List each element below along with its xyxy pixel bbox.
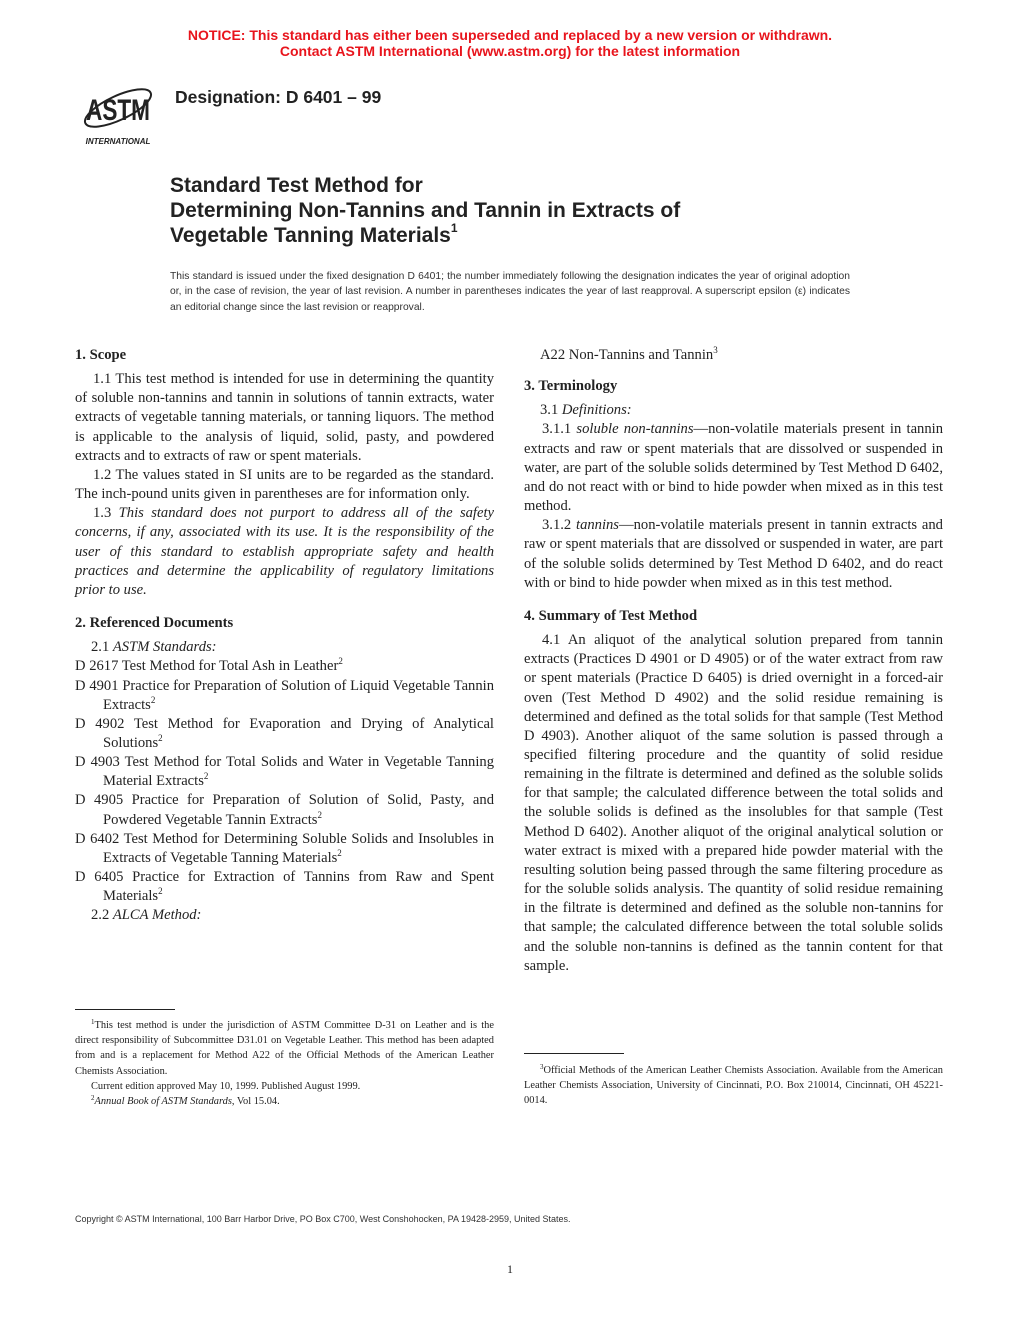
- definition-text: —non-volatile materials present in tannin extracts and raw or spent materials that are dissolved or suspended in water, are part of the soluble solids determined by Test Method D 6402, and do not react with or bind to hide powder when mixed as in this test method.: [524, 421, 943, 515]
- svg-text:ASTM: ASTM: [86, 94, 150, 127]
- supersession-notice: [0, 27, 1020, 59]
- section-heading-summary: 4. Summary of Test Method: [524, 607, 698, 624]
- para-number: 3.1.1: [542, 421, 577, 438]
- footnote-ref: 2: [150, 694, 156, 705]
- reference-text: D 2617 Test Method for Total Ash in Leather: [75, 658, 339, 675]
- footnote-2: [75, 1094, 494, 1109]
- defined-term: soluble non-tannins: [576, 421, 694, 438]
- footnote-ref: 3: [713, 345, 718, 355]
- subheading-astm-standards: [75, 638, 494, 657]
- reference-text: D 4905 Practice for Preparation of Solution of Solid, Pasty, and Powdered Vegetable Tannin Extracts: [75, 792, 494, 828]
- section-heading-terminology: 3. Terminology: [524, 378, 618, 395]
- subheading-text: ALCA Method:: [112, 907, 202, 924]
- title-line-1: Standard Test Method for: [170, 174, 423, 197]
- reference-item: [75, 715, 494, 753]
- footnote-divider: [524, 1053, 624, 1054]
- footnote-number: 2: [91, 1094, 95, 1103]
- footnotes-right: [524, 1063, 943, 1109]
- title-line-3-text: Vegetable Tanning Materials: [170, 224, 451, 247]
- para-number: 2.2: [91, 907, 113, 924]
- reference-item: [75, 657, 494, 676]
- notice-line-1: NOTICE: This standard has either been superseded and replaced by a new version or withdrawn.: [187, 27, 833, 43]
- title-line-2: Determining Non-Tannins and Tannin in Extracts of: [170, 199, 681, 222]
- footnote-ref: 2: [203, 771, 209, 782]
- footnote-1-edition: Current edition approved May 10, 1999. Published August 1999.: [91, 1080, 361, 1092]
- footnotes-left: [75, 1018, 494, 1109]
- reference-text: D 6405 Practice for Extraction of Tannins from Raw and Spent Materials: [75, 869, 494, 905]
- title-line-3: [170, 223, 680, 248]
- reference-text: A22 Non-Tannins and Tannin: [540, 347, 714, 363]
- footnote-ref: 2: [337, 847, 342, 858]
- copyright: Copyright © ASTM International, 100 Barr Harbor Drive, PO Box C700, West Conshohocken, PA 19428-2959, United States.: [75, 1214, 571, 1224]
- para-number: 2.1: [91, 639, 113, 656]
- footnote-ref: 2: [338, 656, 343, 667]
- footnote-ref: 2: [317, 809, 322, 820]
- para-number: 3.1: [540, 402, 562, 419]
- page-number: 1: [507, 1262, 513, 1276]
- para-number: 1.3: [93, 505, 119, 522]
- footnote-ref: 2: [158, 732, 163, 743]
- reference-item: [75, 868, 494, 906]
- subheading-alca-method: [75, 906, 494, 925]
- definition-soluble-non-tannins: [524, 420, 943, 516]
- reference-list: [75, 657, 494, 906]
- paragraph-1-2: 1.2 The values stated in SI units are to be regarded as the standard. The inch-pound units given in parentheses are for information only.: [75, 466, 494, 503]
- footnote-1: [75, 1018, 494, 1079]
- reference-text: D 4901 Practice for Preparation of Solution of Liquid Vegetable Tannin Extracts: [75, 677, 494, 713]
- reference-text: D 6402 Test Method for Determining Soluble Solids and Insolubles in Extracts of Vegetable Tanning Materials: [75, 830, 494, 866]
- svg-text:INTERNATIONAL: INTERNATIONAL: [85, 137, 151, 146]
- subheading-text: Definitions:: [561, 402, 632, 419]
- section-heading-referenced-documents: 2. Referenced Documents: [75, 615, 234, 632]
- footnote-title: Annual Book of ASTM Standards: [94, 1096, 232, 1108]
- safety-caveat: This standard does not purport to address all of the safety concerns, if any, associated with its use. It is the responsibility of the user of this standard to establish appropriate safety and health practices and determine the applicability of regulatory limitations prior to use.: [75, 505, 494, 598]
- reference-text: D 4903 Test Method for Total Solids and Water in Vegetable Tanning Material Extracts: [75, 754, 494, 790]
- reference-alca-a22: [524, 346, 943, 365]
- definition-tannins: [524, 516, 943, 593]
- paragraph-4-1: 4.1 An aliquot of the analytical solution prepared from tannin extracts (Practices D 4901 or D 4905) or of the water extract from raw or spent materials (Practice D 6405) is dried overnight in a forced-air oven (Test Method D 4902) and the solid residue remaining is determined and defined as the total solids for that sample (Test Method D 4903). Another aliquot of the same solution is passed through a specified filtering procedure and the quantity of solid residue remaining in the filtrate is determined and defined as the soluble solids for that sample; the calculated difference between the total solids and the soluble solids is defined as the insolubles for that sample (Test Method D 6402). Another aliquot of the original analytical solution or water extract is mixed with a prepared hide powder material with the resulting solution being passed through the same filtering procedure as for the soluble solids analysis. The quantity of solid residue remaining in the filtrate is determined and defined as the soluble non-tannins for that sample; the calculated difference between the total soluble solids and the soluble non-tannins is defined as the tannin content for that sample.: [524, 632, 943, 974]
- reference-text: D 4902 Test Method for Evaporation and Drying of Analytical Solutions: [75, 715, 494, 751]
- notice-line-2: Contact ASTM International (www.astm.org) for the latest information: [279, 43, 741, 59]
- subheading-definitions: [524, 401, 943, 420]
- document-title: [170, 173, 680, 248]
- footnote-text: , Vol 15.04.: [231, 1096, 280, 1108]
- footnote-number: 3: [540, 1063, 544, 1071]
- footnote-divider: [75, 1009, 175, 1010]
- paragraph-1-3: [75, 504, 494, 600]
- subheading-text: ASTM Standards:: [112, 639, 217, 656]
- section-heading-scope: 1. Scope: [75, 347, 127, 363]
- paragraph-1-1: 1.1 This test method is intended for use in determining the quantity of soluble non-tannins and tannin in solutions of tannin extracts, water extracts of vegetable tanning materials, or tanning liquors. The method is applicable to the analysis of liquid, solid, pasty, and powdered extracts and to extracts of raw or spent materials.: [75, 371, 494, 464]
- footnote-ref: 2: [158, 886, 163, 897]
- designation: Designation: D 6401 – 99: [175, 87, 382, 107]
- reference-item: [75, 791, 494, 829]
- defined-term: tannins: [576, 517, 619, 534]
- left-column: [75, 346, 494, 926]
- definition-text: —non-volatile materials present in tannin extracts and raw or spent materials that are dissolved or suspended in water, are part of the soluble solids determined by Test Method D 6402, and do react with or bind to hide powder when mixed as in this test method.: [524, 517, 943, 591]
- reference-item: [75, 753, 494, 791]
- footnote-3: [524, 1063, 943, 1109]
- preamble: This standard is issued under the fixed designation D 6401; the number immediately following the designation indicates the year of original adoption or, in the case of revision, the year of last revision. A number in parentheses indicates the year of last reapproval. A superscript epsilon (ε) indicates an editorial change since the last revision or reapproval.: [170, 271, 850, 313]
- reference-item: [75, 830, 494, 868]
- footnote-number: 1: [91, 1018, 95, 1026]
- footnote-text: This test method is under the jurisdiction of ASTM Committee D-31 on Leather and is the direct responsibility of Subcommittee D31.01 on Vegetable Leather. This method has been adapted from and is a replacement for Method A22 of the Official Methods of the American Leather Chemists Association.: [75, 1020, 494, 1077]
- footnote-text: Official Methods of the American Leather Chemists Association. Available from the American Leather Chemists Association, University of Cincinnati, P.O. Box 210014, Cincinnati, OH 45221-0014.: [524, 1065, 943, 1107]
- para-number: 3.1.2: [542, 517, 577, 534]
- footnote-ref: 1: [450, 221, 458, 235]
- right-column: [524, 346, 943, 976]
- astm-logo: [76, 76, 160, 146]
- reference-item: [75, 677, 494, 715]
